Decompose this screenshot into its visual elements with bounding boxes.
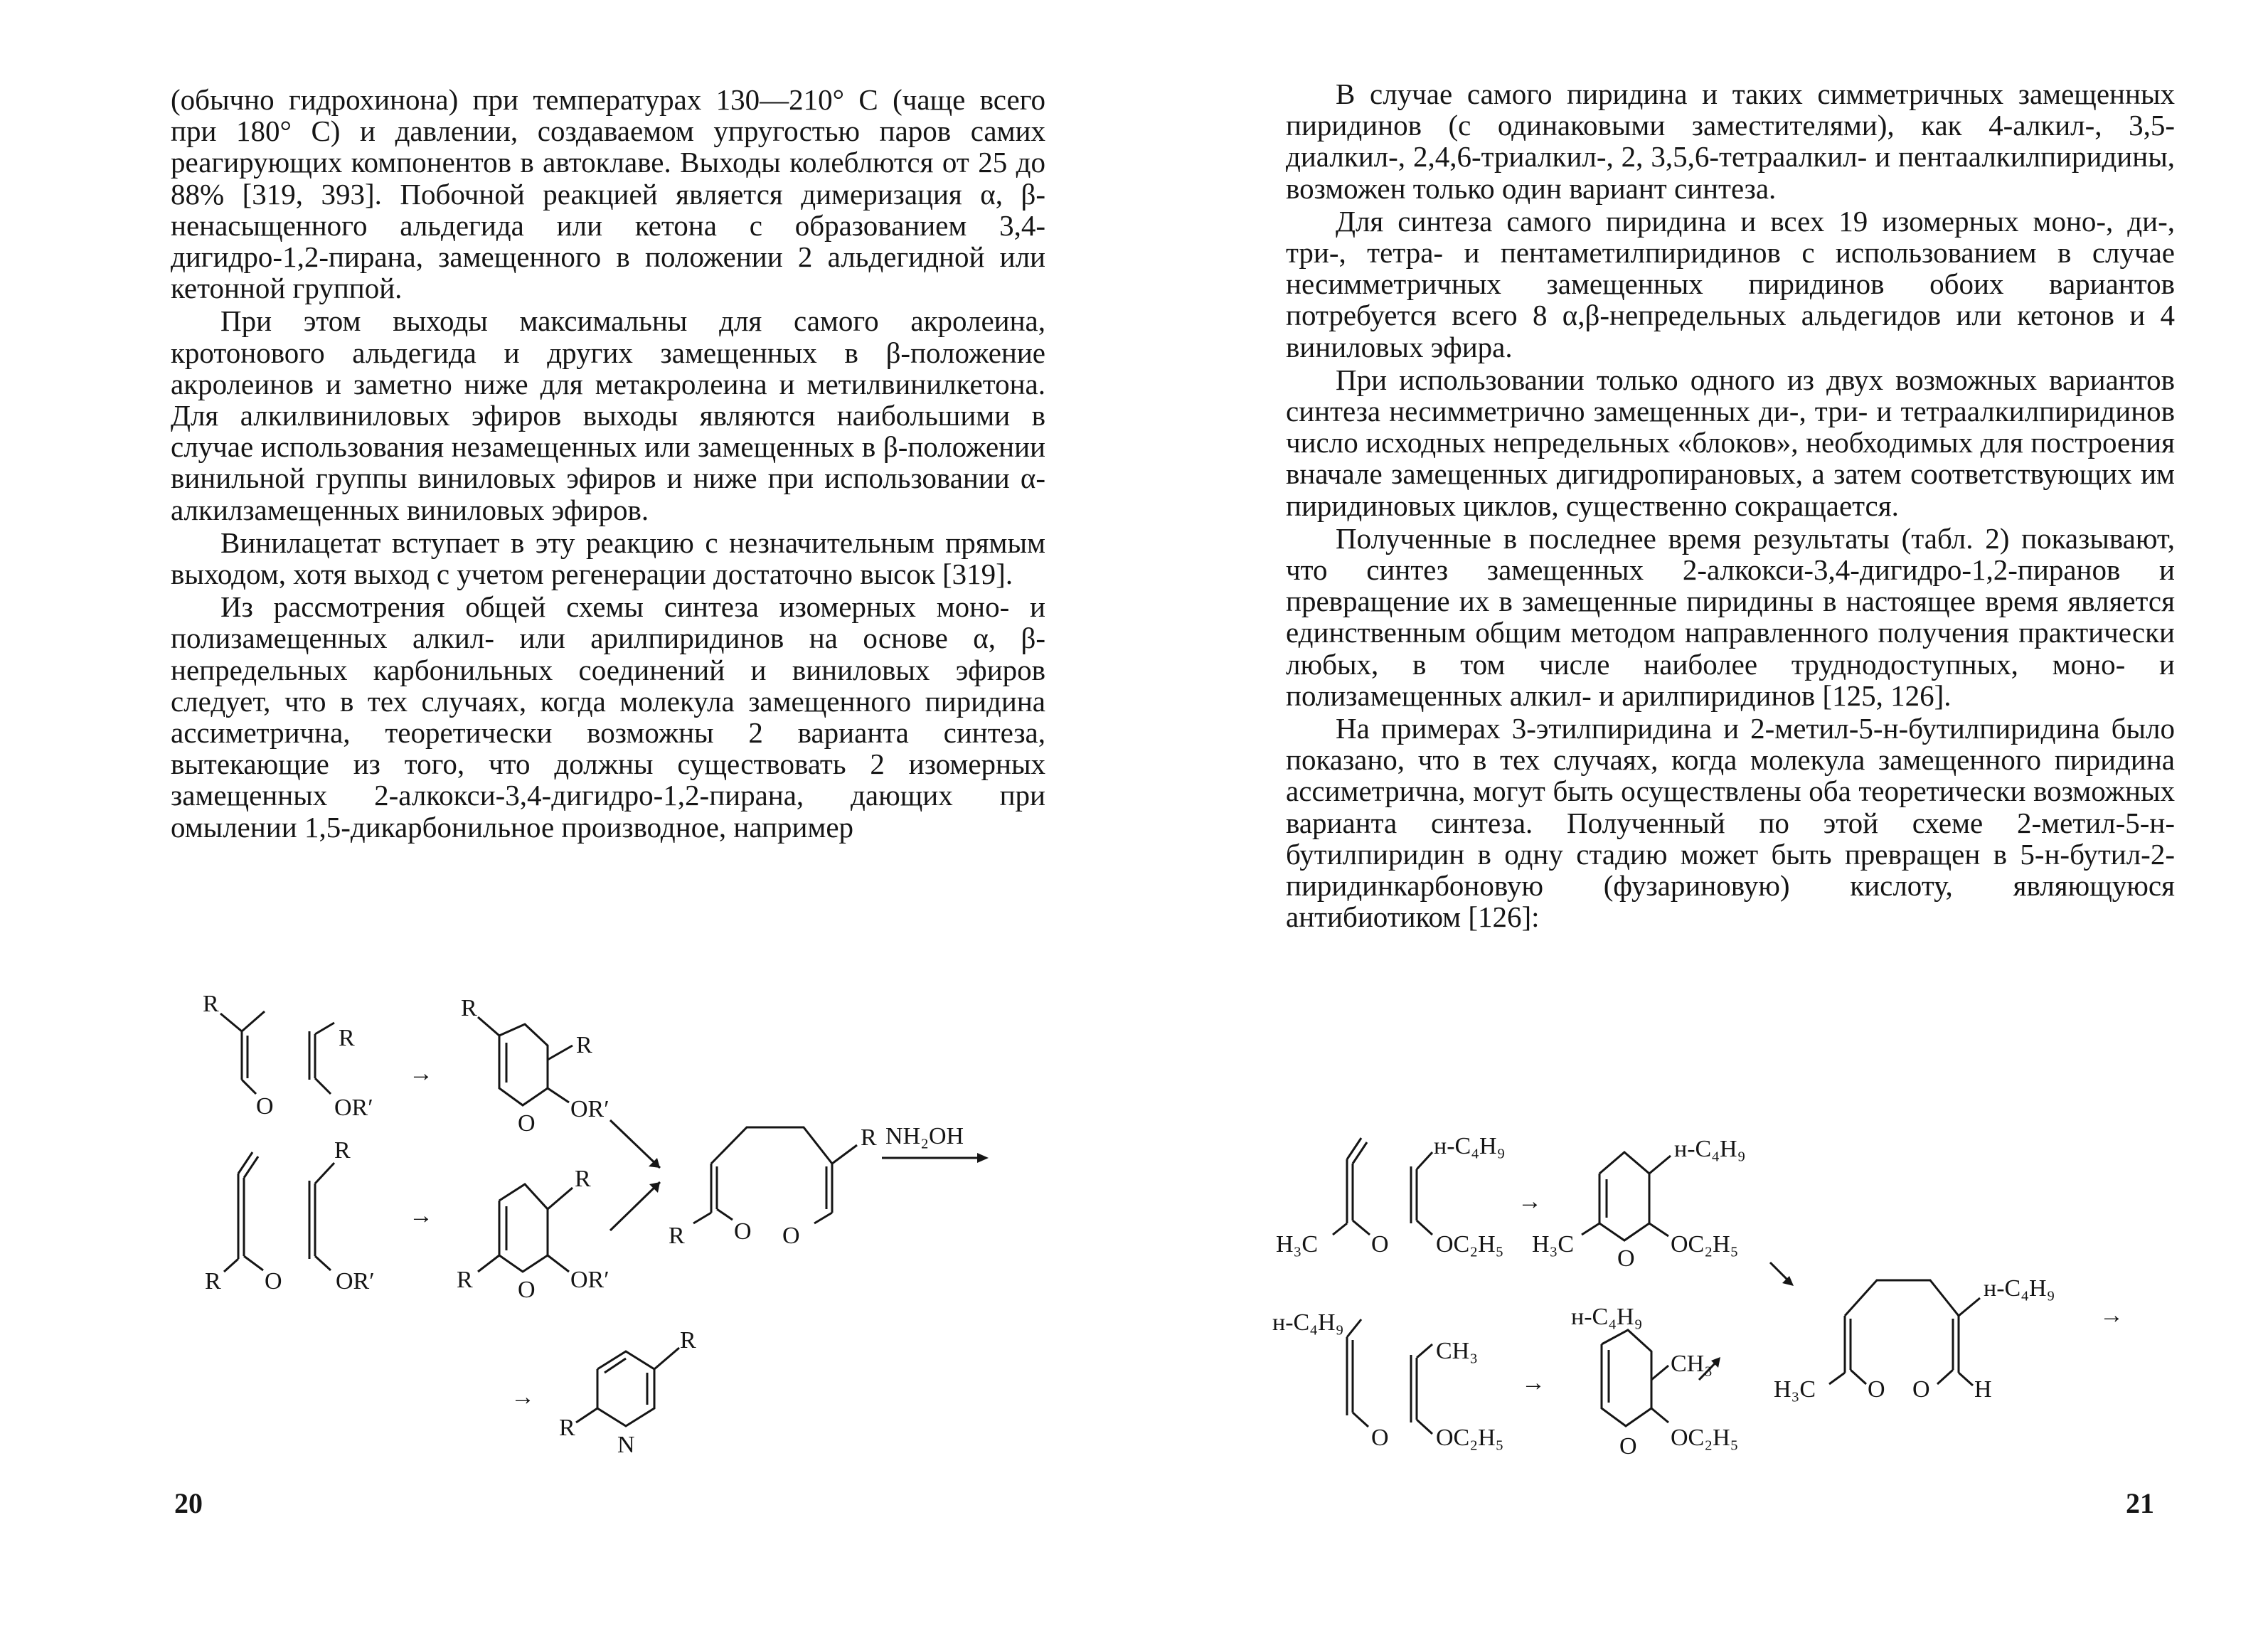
right-page xyxy=(1134,0,2268,1638)
substituent-label: R xyxy=(559,1415,575,1441)
left-text-column xyxy=(171,84,1045,843)
bond xyxy=(1851,1370,1866,1384)
bond xyxy=(1651,1366,1668,1380)
substituent-label: R xyxy=(457,1267,473,1293)
oxygen-label: O xyxy=(518,1110,536,1137)
paragraph: Из рассмотрения общей схемы синтеза изомерных моно- и полизамещенных алкил- или арилпиридинов на основе α, β-непредельных карбонильных соединений и виниловых эфиров следует, что в тех случаях, когда молекула замещенного пиридина ассиметрична, теоретически возможны 2 варианта синтеза, вытекающие из того, что должны существовать 2 изомерных замещенных 2-алкокси-3,4-дигидро-1,2-пирана, дающих при омылении 1,5-дикарбонильное производное, например xyxy=(171,590,1045,844)
bond xyxy=(1937,1370,1953,1384)
butyl-label: н-C₄H₉ xyxy=(1984,1275,2055,1302)
methyl-label: H₃C xyxy=(1774,1376,1816,1403)
bond xyxy=(1649,1223,1668,1236)
bond xyxy=(1959,1373,1973,1386)
page-number: 21 xyxy=(2126,1487,2154,1519)
bond xyxy=(1649,1156,1671,1174)
bond xyxy=(1651,1408,1668,1422)
bond xyxy=(548,1255,569,1272)
methyl-group-label: CH₃ xyxy=(1436,1338,1479,1364)
methyl-label: H₃C xyxy=(1532,1231,1575,1257)
ether-label: OR′ xyxy=(334,1095,373,1121)
bond xyxy=(1353,1220,1370,1235)
arrow: → xyxy=(511,1384,535,1410)
ethoxy-label: OC₂H₅ xyxy=(1436,1231,1504,1257)
bond xyxy=(315,1256,331,1270)
chain xyxy=(1845,1280,1959,1316)
bond xyxy=(1417,1420,1432,1434)
bond xyxy=(548,1088,569,1102)
oxygen-label: O xyxy=(1912,1376,1930,1403)
bond xyxy=(242,1011,265,1031)
bond xyxy=(814,1213,832,1223)
bond xyxy=(605,1358,626,1373)
bond xyxy=(315,1023,334,1034)
oxygen-label: O xyxy=(734,1218,752,1245)
reagent-label: NH₂OH xyxy=(885,1123,964,1149)
paragraph: Полученные в последнее время результаты (табл. 2) показывают, что синтез замещенных 2-алкокси-3,4-дигидро-1,2-пиранов и превращение их в замещенные пиридины в настоящее время является единственным общим методом направленного получения практически любых, в том числе наиболее труднодоступных, моно- и полизамещенных алкил- и арилпиридинов [125, 126]. xyxy=(1286,521,2175,712)
bond xyxy=(717,1209,733,1220)
bond xyxy=(1582,1223,1599,1235)
butyl-label: н-C₄H₉ xyxy=(1571,1304,1643,1330)
right-text-column xyxy=(1286,78,2175,932)
page-number: 20 xyxy=(174,1487,203,1519)
bond xyxy=(244,1256,263,1270)
arrow: → xyxy=(409,1203,433,1229)
right-reaction-scheme xyxy=(1134,1110,2268,1479)
bond xyxy=(1829,1373,1845,1384)
bond xyxy=(654,1348,679,1369)
ether-label: OR′ xyxy=(570,1096,609,1122)
arrow-head xyxy=(977,1153,989,1163)
arrow: → xyxy=(2099,1302,2124,1329)
pyridine-ring xyxy=(597,1351,654,1426)
bond xyxy=(1417,1152,1432,1169)
ethoxy-label: OC₂H₅ xyxy=(1671,1231,1739,1257)
paragraph: Для синтеза самого пиридина и всех 19 изомерных моно-, ди-, три-, тетра- и пентаметилпиридинов с использованием в случае несимметричных замещенных пиридинов обоих вариантов потребуется всего 8 α,β-непредельных альдегидов или кетонов и 4 виниловых эфира. xyxy=(1286,204,2175,363)
oxygen-label: O xyxy=(518,1277,536,1303)
paragraph: При использовании только одного из двух возможных вариантов синтеза несимметрично замещенных ди-, три- и тетраалкилпиридинов число исходных непредельных «блоков», необходимых для построения вначале замещенных дигидропирановых, а затем соответствующих им пиридиновых циклов, существенно сокращается. xyxy=(1286,363,2175,522)
bond xyxy=(244,1156,258,1178)
substituent-label: R xyxy=(861,1124,877,1151)
bond xyxy=(1417,1344,1432,1358)
bond xyxy=(238,1152,252,1174)
substituent-label: R xyxy=(339,1025,355,1051)
bond xyxy=(693,1213,711,1223)
left-reaction-scheme xyxy=(0,974,1134,1472)
bond xyxy=(1959,1298,1980,1316)
bond xyxy=(1353,1142,1367,1164)
paragraph: Винилацетат вступает в эту реакцию с незначительным прямым выходом, хотя выход с учетом регенерации достаточно высок [319]. xyxy=(171,526,1045,591)
bond xyxy=(1333,1223,1347,1235)
bond xyxy=(224,1259,238,1272)
substituent-label: R xyxy=(669,1223,685,1249)
bond xyxy=(548,1188,573,1209)
oxygen-label: O xyxy=(1371,1425,1389,1451)
hydrogen-label: H xyxy=(1974,1376,1992,1403)
ether-label: OR′ xyxy=(336,1268,375,1294)
substituent-label: R xyxy=(205,1268,221,1294)
arrow: → xyxy=(1521,1370,1545,1396)
arrow: → xyxy=(409,1060,433,1087)
paragraph: При этом выходы максимальны для самого акролеина, кротонового альдегида и других замещенных в β-положение акролеинов и заметно ниже для метакролеина и метилвинилкетона. Для алкилвиниловых эфиров выходы являются наибольшими в случае использования незамещенных или замещенных в β-положении винильной группы виниловых эфиров и ниже при использовании α-алкилзамещенных виниловых эфиров. xyxy=(171,304,1045,526)
oxygen-label: O xyxy=(1617,1245,1635,1272)
oxygen-label: O xyxy=(782,1223,800,1249)
paragraph: В случае самого пиридина и таких симметричных замещенных пиридинов (с одинаковыми заместителями), как 4-алкил-, 3,5-диалкил-, 2,4,6-триалкил-, 2, 3,5,6-тетраалкил- и пентаалкилпиридины, возможен только один вариант синтеза. xyxy=(1286,78,2175,205)
ethoxy-label: OC₂H₅ xyxy=(1436,1425,1504,1451)
bond xyxy=(220,1014,242,1031)
ethoxy-label: OC₂H₅ xyxy=(1671,1425,1739,1451)
bond xyxy=(478,1255,499,1272)
ether-label: OR′ xyxy=(570,1267,609,1293)
methyl-label: H₃C xyxy=(1276,1231,1319,1257)
bond xyxy=(315,1163,334,1184)
oxygen-label: O xyxy=(1619,1433,1637,1459)
bond xyxy=(1347,1138,1361,1159)
bond xyxy=(242,1080,256,1094)
substituent-label: R xyxy=(334,1137,351,1164)
nitrogen-label: N xyxy=(617,1432,635,1458)
substituent-label: R xyxy=(203,991,219,1017)
bond xyxy=(548,1046,573,1060)
chain xyxy=(711,1127,832,1164)
oxygen-label: O xyxy=(1371,1231,1389,1257)
arrow-line xyxy=(610,1182,660,1230)
oxygen-label: O xyxy=(1868,1376,1885,1403)
bond xyxy=(1353,1413,1368,1427)
arrow-line xyxy=(610,1120,660,1168)
methyl-group-label: CH₃ xyxy=(1671,1351,1713,1377)
butyl-label: н-C₄H₉ xyxy=(1272,1309,1344,1336)
substituent-label: R xyxy=(461,995,477,1021)
oxygen-label: O xyxy=(256,1093,274,1120)
butyl-label: н-C₄H₉ xyxy=(1674,1136,1746,1162)
bond xyxy=(1417,1220,1432,1235)
arrow: → xyxy=(1518,1188,1542,1215)
bond xyxy=(1347,1319,1361,1337)
substituent-label: R xyxy=(576,1032,592,1058)
paragraph: На примерах 3-этилпиридина и 2-метил-5-н-бутилпиридина было показано, что в тех случаях, когда молекула замещенного пиридина ассиметрична, могут быть осуществлены оба теоретически возможных варианта синтеза. Полученный по этой схеме 2-метил-5-н-бутилпиридин в одну стадию может быть превращен в 5-н-бутил-2-пиридинкарбоновую (фузариновую) кислоту, являющуюся антибиотиком [126]: xyxy=(1286,712,2175,934)
bond xyxy=(315,1078,331,1094)
butyl-label: н-C₄H₉ xyxy=(1434,1133,1506,1159)
paragraph: (обычно гидрохинона) при температурах 130—210° С (чаще всего при 180° С) и давлении, создаваемом упругостью паров самих реагирующих компонентов в автоклаве. Выходы колеблются от 25 до 88% [319, 393]. Побочной реакцией является димеризация α, β-ненасыщенного альдегида или кетона с образованием 3,4-дигидро-1,2-пирана, замещенного в положении 2 альдегидной или кетонной группой. xyxy=(171,83,1045,305)
substituent-label: R xyxy=(680,1327,696,1354)
bond xyxy=(478,1017,499,1036)
substituent-label: R xyxy=(575,1166,591,1192)
bond xyxy=(576,1408,597,1422)
bond xyxy=(832,1145,857,1164)
oxygen-label: O xyxy=(265,1268,282,1294)
